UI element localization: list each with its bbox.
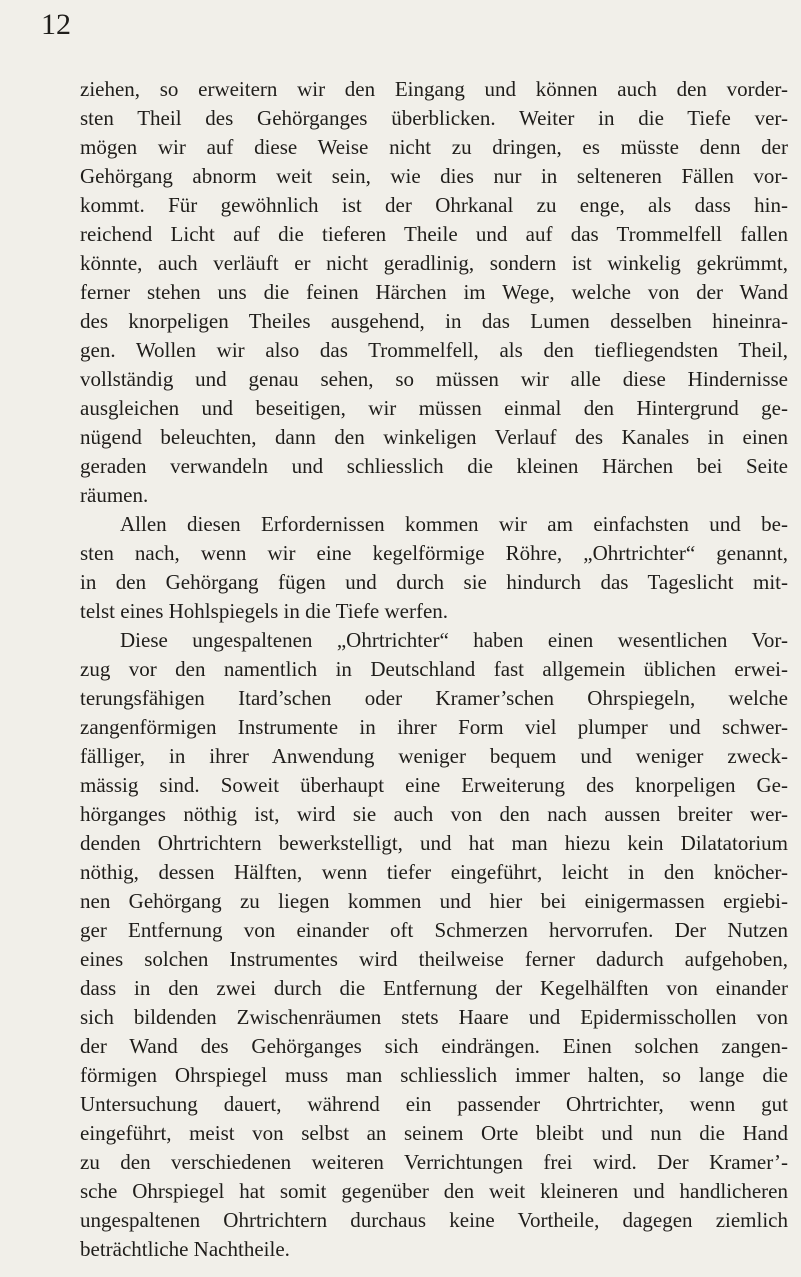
text-line: vollständig und genau sehen, so müssen wir alle diese Hindernisse [80, 367, 788, 391]
text-line: nügend beleuchten, dann den winkeligen Verlauf des Kanales in einen [80, 425, 788, 449]
text-line: hörganges nöthig ist, wird sie auch von den nach aussen breiter wer- [80, 802, 788, 826]
text-line: der Wand des Gehörganges sich eindrängen. Einen solchen zangen- [80, 1034, 788, 1058]
text-line: ungespaltenen Ohrtrichtern durchaus keine Vortheile, dagegen ziemlich [80, 1208, 788, 1232]
text-line: zangenförmigen Instrumente in ihrer Form viel plumper und schwer- [80, 715, 788, 739]
text-line: ziehen, so erweitern wir den Eingang und können auch den vorder- [80, 77, 788, 101]
text-line: reichend Licht auf die tieferen Theile und auf das Trommelfell fallen [80, 222, 788, 246]
text-line: des knorpeligen Theiles ausgehend, in das Lumen desselben hineinra- [80, 309, 788, 333]
text-line: zu den verschiedenen weiteren Verrichtungen frei wird. Der Kramer’- [80, 1150, 788, 1174]
text-line: ferner stehen uns die feinen Härchen im Wege, welche von der Wand [80, 280, 788, 304]
text-line: ger Entfernung von einander oft Schmerzen hervorrufen. Der Nutzen [80, 918, 788, 942]
text-line: in den Gehörgang fügen und durch sie hindurch das Tageslicht mit- [80, 570, 788, 594]
text-line: förmigen Ohrspiegel muss man schliesslich immer halten, so lange die [80, 1063, 788, 1087]
text-line: geraden verwandeln und schliesslich die kleinen Härchen bei Seite [80, 454, 788, 478]
text-line: kommt. Für gewöhnlich ist der Ohrkanal zu enge, als dass hin- [80, 193, 788, 217]
text-line: dass in den zwei durch die Entfernung der Kegelhälften von einander [80, 976, 788, 1000]
text-line: Allen diesen Erfordernissen kommen wir am einfachsten und be- [120, 512, 788, 536]
text-line: sten nach, wenn wir eine kegelförmige Röhre, „Ohrtrichter“ genannt, [80, 541, 788, 565]
text-line: mässig sind. Soweit überhaupt eine Erweiterung des knorpeligen Ge- [80, 773, 788, 797]
text-line: sich bildenden Zwischenräumen stets Haare und Epidermisschollen von [80, 1005, 788, 1029]
text-line: terungsfähigen Itard’schen oder Kramer’schen Ohrspiegeln, welche [80, 686, 788, 710]
text-line: sche Ohrspiegel hat somit gegenüber den weit kleineren und handlicheren [80, 1179, 788, 1203]
text-line: Untersuchung dauert, während ein passender Ohrtrichter, wenn gut [80, 1092, 788, 1116]
text-line: sten Theil des Gehörganges überblicken. Weiter in die Tiefe ver- [80, 106, 788, 130]
page-number: 12 [41, 8, 71, 41]
paragraph-1 [80, 75, 788, 510]
text-line: räumen. [80, 483, 149, 507]
text-line: Gehörgang abnorm weit sein, wie dies nur in selteneren Fällen vor- [80, 164, 788, 188]
paragraph-2 [80, 510, 788, 626]
main-text [80, 75, 788, 1264]
text-line: denden Ohrtrichtern bewerkstelligt, und hat man hiezu kein Dilatatorium [80, 831, 788, 855]
text-line: Diese ungespaltenen „Ohrtrichter“ haben einen wesentlichen Vor- [120, 628, 788, 652]
text-line: eines solchen Instrumentes wird theilweise ferner dadurch aufgehoben, [80, 947, 788, 971]
text-line: nöthig, dessen Hälften, wenn tiefer eingeführt, leicht in den knöcher- [80, 860, 788, 884]
text-line: beträchtliche Nachtheile. [80, 1237, 290, 1261]
text-line: fälliger, in ihrer Anwendung weniger bequem und weniger zweck- [80, 744, 788, 768]
text-line: eingeführt, meist von selbst an seinem Orte bleibt und nun die Hand [80, 1121, 788, 1145]
text-line: telst eines Hohlspiegels in die Tiefe werfen. [80, 599, 449, 623]
paragraph-3 [80, 626, 788, 1264]
text-line: gen. Wollen wir also das Trommelfell, als den tiefliegendsten Theil, [80, 338, 788, 362]
text-line: zug vor den namentlich in Deutschland fast allgemein üblichen erwei- [80, 657, 788, 681]
text-line: könnte, auch verläuft er nicht geradlinig, sondern ist winkelig gekrümmt, [80, 251, 788, 275]
text-line: ausgleichen und beseitigen, wir müssen einmal den Hintergrund ge- [80, 396, 788, 420]
text-line: mögen wir auf diese Weise nicht zu dringen, es müsste denn der [80, 135, 788, 159]
text-line: nen Gehörgang zu liegen kommen und hier bei einigermassen ergiebi- [80, 889, 788, 913]
